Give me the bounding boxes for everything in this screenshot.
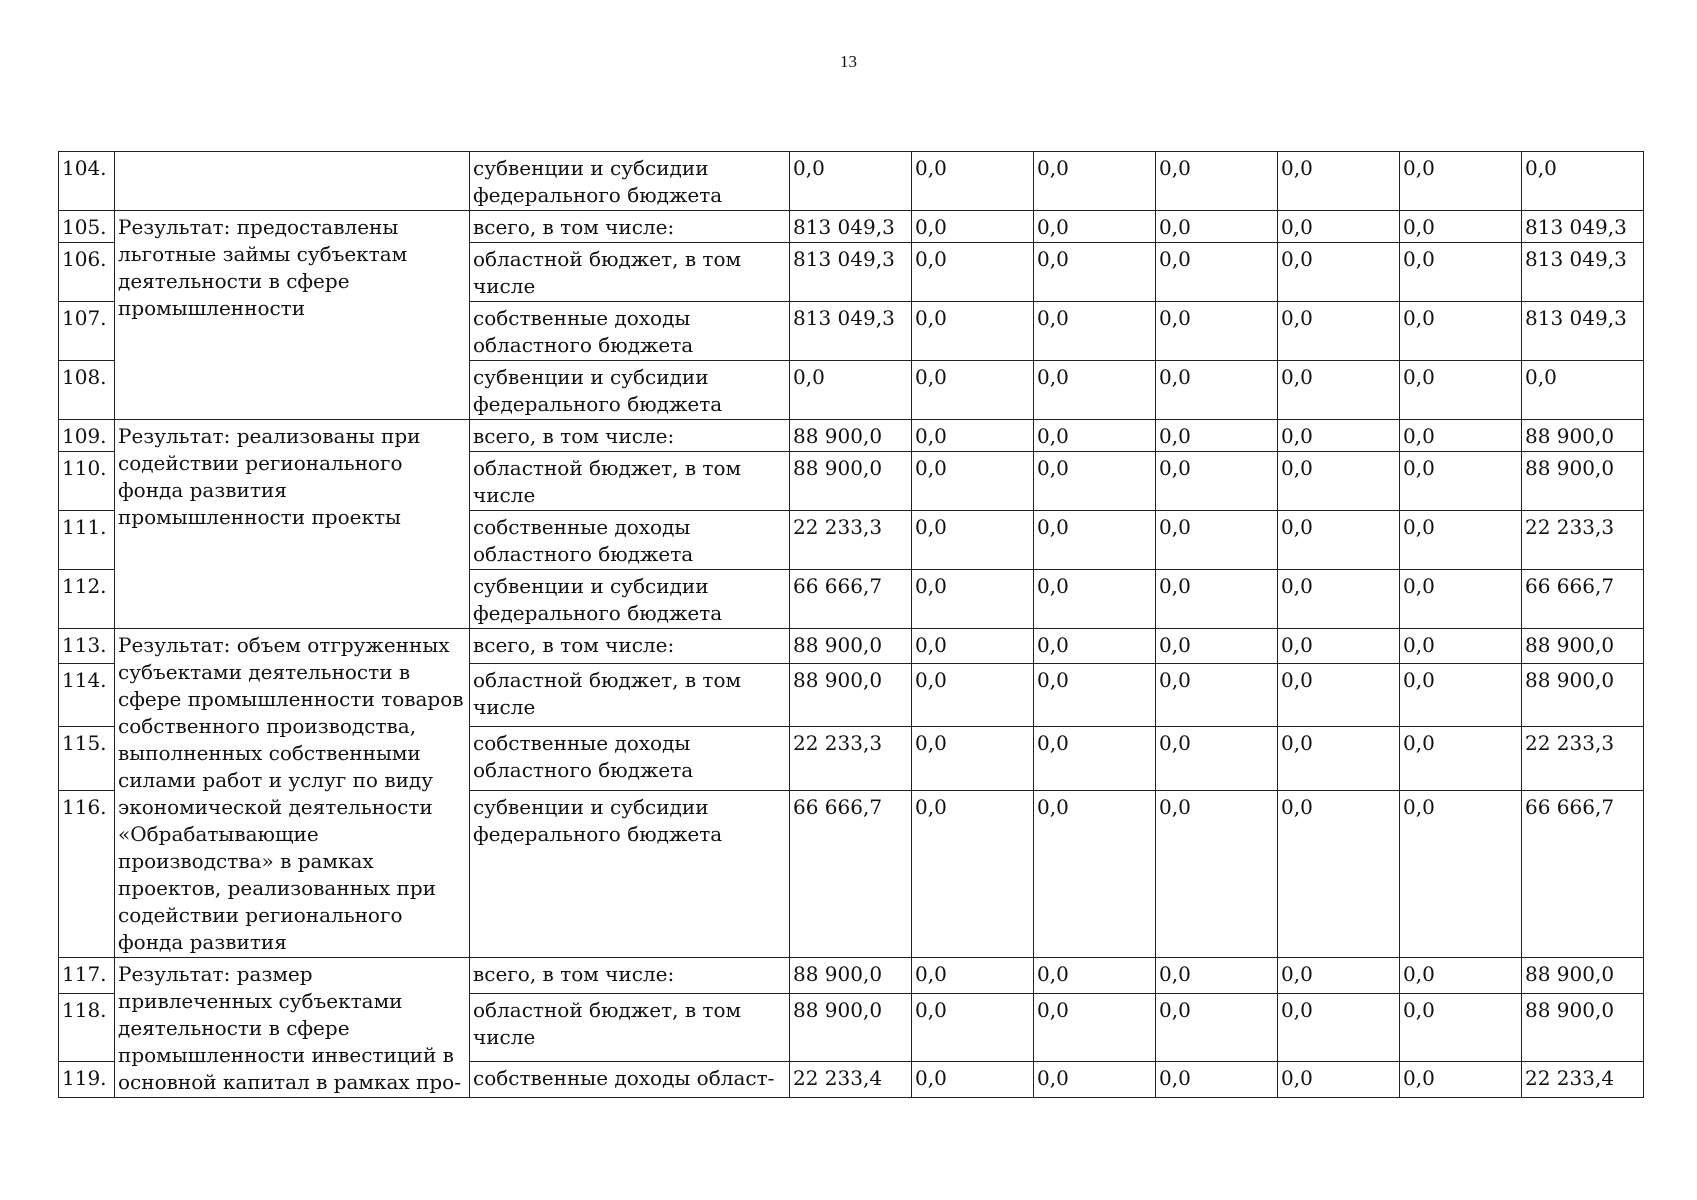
result-description: Результат: реализованы при содействии регионального фонда развития промышленности проекты <box>115 420 470 629</box>
table-row <box>59 629 1644 664</box>
funding-source: всего, в том числе: <box>470 958 790 994</box>
budget-table <box>58 151 1644 1098</box>
row-number: 110. <box>59 452 115 511</box>
value-cell: 22 233,3 <box>790 511 912 570</box>
result-description: Результат: объем отгруженных субъектами деятельности в сфере промышленности товаров собственного производства, выполненных собственными силами работ и услуг по виду экономической деятельности «Обрабатывающие производства» в рамках проектов, реализованных при содействии регионального фонда развития <box>115 629 470 958</box>
value-cell: 88 900,0 <box>790 452 912 511</box>
row-number: 105. <box>59 211 115 243</box>
value-cell: 0,0 <box>1034 511 1156 570</box>
total-value-cell: 88 900,0 <box>1522 958 1644 994</box>
value-cell: 0,0 <box>1034 663 1156 727</box>
value-cell: 88 900,0 <box>790 663 912 727</box>
value-cell: 0,0 <box>1400 452 1522 511</box>
value-cell: 0,0 <box>1278 420 1400 452</box>
row-number: 117. <box>59 958 115 994</box>
value-cell: 0,0 <box>1400 1061 1522 1097</box>
value-cell: 0,0 <box>912 1061 1034 1097</box>
value-cell: 0,0 <box>912 361 1034 420</box>
value-cell: 0,0 <box>1156 420 1278 452</box>
value-cell: 0,0 <box>912 790 1034 957</box>
value-cell: 0,0 <box>912 420 1034 452</box>
value-cell: 88 900,0 <box>790 420 912 452</box>
row-number: 107. <box>59 302 115 361</box>
value-cell: 22 233,4 <box>790 1061 912 1097</box>
value-cell: 0,0 <box>912 511 1034 570</box>
page-number: 13 <box>840 52 857 71</box>
value-cell: 22 233,3 <box>790 727 912 791</box>
row-number: 118. <box>59 994 115 1061</box>
total-value-cell: 88 900,0 <box>1522 994 1644 1061</box>
total-value-cell: 66 666,7 <box>1522 790 1644 957</box>
value-cell: 88 900,0 <box>790 629 912 664</box>
value-cell: 0,0 <box>1156 629 1278 664</box>
value-cell: 88 900,0 <box>790 958 912 994</box>
value-cell: 0,0 <box>912 243 1034 302</box>
funding-source: субвенции и субсидии федерального бюджета <box>470 570 790 629</box>
total-value-cell: 22 233,3 <box>1522 511 1644 570</box>
value-cell: 0,0 <box>1400 152 1522 211</box>
row-number: 115. <box>59 727 115 791</box>
value-cell: 0,0 <box>1278 211 1400 243</box>
value-cell: 0,0 <box>1156 994 1278 1061</box>
value-cell: 0,0 <box>1278 1061 1400 1097</box>
result-description: Результат: предоставлены льготные займы субъектам деятельности в сфере промышленности <box>115 211 470 420</box>
value-cell: 0,0 <box>1034 629 1156 664</box>
funding-source: собственные доходы областного бюджета <box>470 511 790 570</box>
row-number: 112. <box>59 570 115 629</box>
value-cell: 66 666,7 <box>790 790 912 957</box>
value-cell: 0,0 <box>1278 727 1400 791</box>
value-cell: 813 049,3 <box>790 211 912 243</box>
value-cell: 0,0 <box>1278 958 1400 994</box>
value-cell: 0,0 <box>1400 302 1522 361</box>
table-row <box>59 152 1644 211</box>
value-cell: 0,0 <box>1034 452 1156 511</box>
value-cell: 0,0 <box>912 994 1034 1061</box>
total-value-cell: 0,0 <box>1522 361 1644 420</box>
value-cell: 0,0 <box>1400 994 1522 1061</box>
row-number: 114. <box>59 663 115 727</box>
value-cell: 0,0 <box>1156 302 1278 361</box>
value-cell: 0,0 <box>1156 570 1278 629</box>
row-number: 108. <box>59 361 115 420</box>
value-cell: 0,0 <box>1278 511 1400 570</box>
value-cell: 813 049,3 <box>790 243 912 302</box>
value-cell: 0,0 <box>912 302 1034 361</box>
value-cell: 0,0 <box>1278 243 1400 302</box>
row-number: 109. <box>59 420 115 452</box>
total-value-cell: 813 049,3 <box>1522 302 1644 361</box>
total-value-cell: 813 049,3 <box>1522 211 1644 243</box>
value-cell: 0,0 <box>790 361 912 420</box>
value-cell: 0,0 <box>1400 570 1522 629</box>
value-cell: 0,0 <box>1278 629 1400 664</box>
row-number: 113. <box>59 629 115 664</box>
value-cell: 0,0 <box>912 570 1034 629</box>
total-value-cell: 813 049,3 <box>1522 243 1644 302</box>
value-cell: 0,0 <box>1278 663 1400 727</box>
funding-source: всего, в том числе: <box>470 211 790 243</box>
value-cell: 0,0 <box>1400 243 1522 302</box>
funding-source: субвенции и субсидии федерального бюджета <box>470 361 790 420</box>
value-cell: 0,0 <box>1278 790 1400 957</box>
result-description <box>115 152 470 211</box>
value-cell: 66 666,7 <box>790 570 912 629</box>
funding-source: собственные доходы област- <box>470 1061 790 1097</box>
value-cell: 0,0 <box>1156 211 1278 243</box>
value-cell: 0,0 <box>1278 570 1400 629</box>
value-cell: 0,0 <box>1278 302 1400 361</box>
value-cell: 0,0 <box>912 629 1034 664</box>
value-cell: 0,0 <box>1034 243 1156 302</box>
value-cell: 0,0 <box>1400 420 1522 452</box>
total-value-cell: 88 900,0 <box>1522 452 1644 511</box>
total-value-cell: 66 666,7 <box>1522 570 1644 629</box>
funding-source: собственные доходы областного бюджета <box>470 727 790 791</box>
total-value-cell: 88 900,0 <box>1522 420 1644 452</box>
funding-source: всего, в том числе: <box>470 629 790 664</box>
value-cell: 88 900,0 <box>790 994 912 1061</box>
value-cell: 0,0 <box>1034 152 1156 211</box>
value-cell: 0,0 <box>912 727 1034 791</box>
funding-source: областной бюджет, в том числе <box>470 243 790 302</box>
funding-source: субвенции и субсидии федерального бюджета <box>470 790 790 957</box>
value-cell: 0,0 <box>1400 361 1522 420</box>
value-cell: 0,0 <box>1034 958 1156 994</box>
value-cell: 0,0 <box>912 211 1034 243</box>
total-value-cell: 88 900,0 <box>1522 663 1644 727</box>
value-cell: 0,0 <box>1034 211 1156 243</box>
row-number: 119. <box>59 1061 115 1097</box>
row-number: 111. <box>59 511 115 570</box>
value-cell: 0,0 <box>1034 570 1156 629</box>
value-cell: 0,0 <box>1400 790 1522 957</box>
value-cell: 0,0 <box>1278 994 1400 1061</box>
value-cell: 0,0 <box>1278 361 1400 420</box>
value-cell: 0,0 <box>1400 727 1522 791</box>
value-cell: 0,0 <box>790 152 912 211</box>
table-row <box>59 420 1644 452</box>
value-cell: 0,0 <box>1156 152 1278 211</box>
funding-source: областной бюджет, в том числе <box>470 994 790 1061</box>
value-cell: 0,0 <box>1156 511 1278 570</box>
value-cell: 0,0 <box>1278 152 1400 211</box>
value-cell: 0,0 <box>1156 727 1278 791</box>
table-row <box>59 211 1644 243</box>
total-value-cell: 22 233,4 <box>1522 1061 1644 1097</box>
value-cell: 0,0 <box>1400 958 1522 994</box>
row-number: 106. <box>59 243 115 302</box>
table-body <box>59 152 1644 1098</box>
value-cell: 0,0 <box>1034 994 1156 1061</box>
value-cell: 0,0 <box>1156 958 1278 994</box>
total-value-cell: 22 233,3 <box>1522 727 1644 791</box>
value-cell: 0,0 <box>1034 420 1156 452</box>
value-cell: 0,0 <box>1156 243 1278 302</box>
value-cell: 0,0 <box>1156 790 1278 957</box>
value-cell: 0,0 <box>1400 511 1522 570</box>
value-cell: 0,0 <box>1034 302 1156 361</box>
funding-source: всего, в том числе: <box>470 420 790 452</box>
total-value-cell: 0,0 <box>1522 152 1644 211</box>
value-cell: 0,0 <box>1156 663 1278 727</box>
result-description: Результат: размер привлеченных субъектами деятельности в сфере промышленности инвестиций в основной капитал в рамках про- <box>115 958 470 1098</box>
value-cell: 813 049,3 <box>790 302 912 361</box>
value-cell: 0,0 <box>912 958 1034 994</box>
table-row <box>59 958 1644 994</box>
value-cell: 0,0 <box>1400 629 1522 664</box>
row-number: 116. <box>59 790 115 957</box>
value-cell: 0,0 <box>1400 211 1522 243</box>
total-value-cell: 88 900,0 <box>1522 629 1644 664</box>
value-cell: 0,0 <box>1156 361 1278 420</box>
value-cell: 0,0 <box>1034 790 1156 957</box>
row-number: 104. <box>59 152 115 211</box>
funding-source: областной бюджет, в том числе <box>470 452 790 511</box>
value-cell: 0,0 <box>1034 727 1156 791</box>
value-cell: 0,0 <box>1400 663 1522 727</box>
funding-source: областной бюджет, в том числе <box>470 663 790 727</box>
value-cell: 0,0 <box>1034 361 1156 420</box>
value-cell: 0,0 <box>912 152 1034 211</box>
funding-source: субвенции и субсидии федерального бюджета <box>470 152 790 211</box>
value-cell: 0,0 <box>1278 452 1400 511</box>
value-cell: 0,0 <box>1156 1061 1278 1097</box>
value-cell: 0,0 <box>1034 1061 1156 1097</box>
funding-source: собственные доходы областного бюджета <box>470 302 790 361</box>
value-cell: 0,0 <box>912 663 1034 727</box>
value-cell: 0,0 <box>912 452 1034 511</box>
value-cell: 0,0 <box>1156 452 1278 511</box>
